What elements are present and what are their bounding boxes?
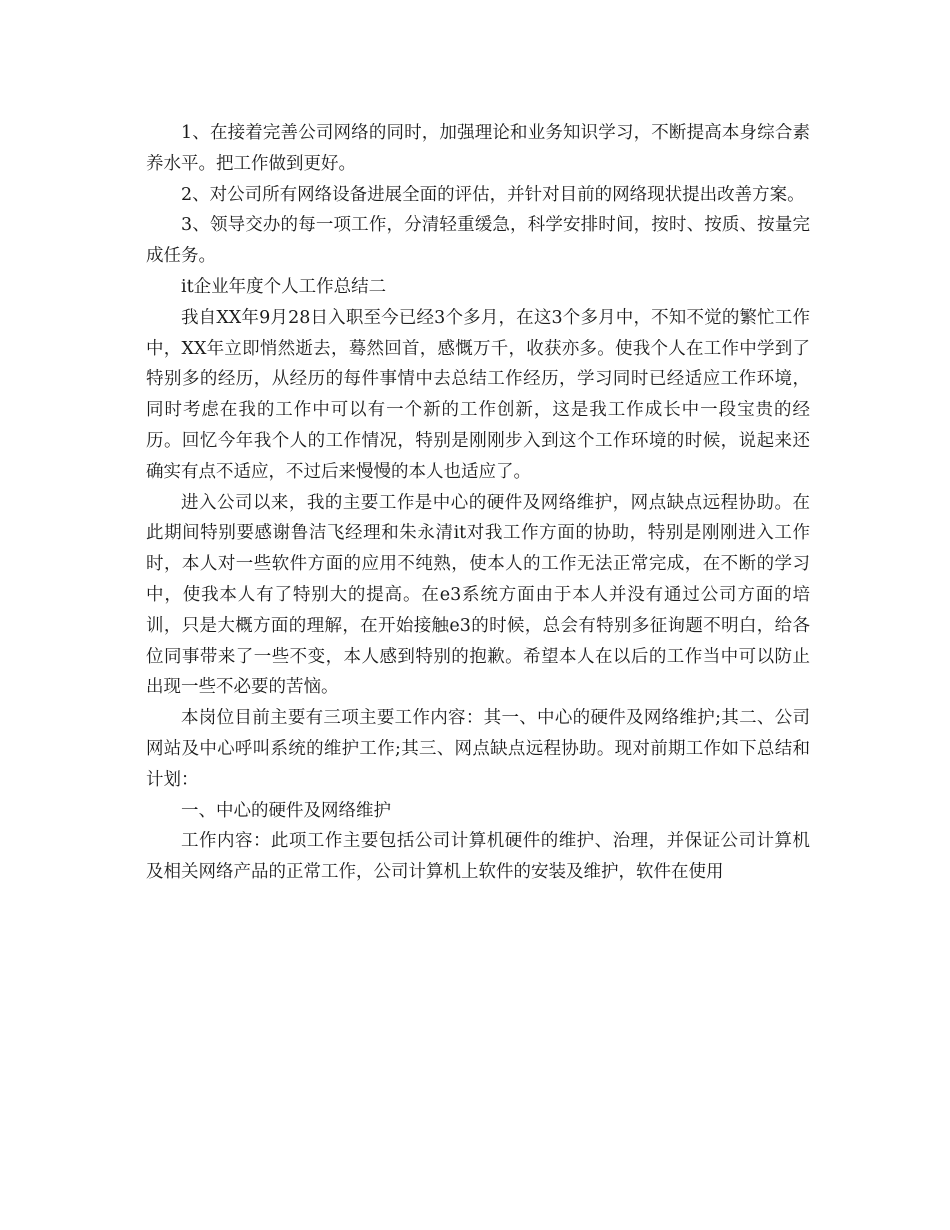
paragraph-work-content: 工作内容：此项工作主要包括公司计算机硬件的维护、治理，并保证公司计算机及相关网络产品的正常工作，公司计算机上软件的安装及维护，软件在使用 — [146, 831, 810, 883]
paragraph-plan-item-2: 2、对公司所有网络设备进展全面的评估，并针对目前的网络现状提出改善方案。 — [181, 184, 805, 205]
paragraph-intro: 我自XX年9月28日入职至今已经3个多月，在这3个多月中，不知不觉的繁忙工作中，XX年立即悄然逝去，蓦然回首，感慨万千，收获亦多。使我个人在工作中学到了特别多的经历，从经历的每件事情中去总结工作经历，学习同时已经适应工作环境，同时考虑在我的工作中可以有一个新的工作创新，这是我工作成长中一段宝贵的经历。回忆今年我个人的工作情况，特别是刚刚步入到这个工作环境的时候，说起来还确实有点不适应，不过后来慢慢的本人也适应了。 — [146, 307, 810, 482]
paragraph-plan-item-1: 1、在接着完善公司网络的同时，加强理论和业务知识学习，不断提高本身综合素养水平。把工作做到更好。 — [146, 123, 810, 174]
paragraph-main-work: 进入公司以来，我的主要工作是中心的硬件及网络维护，网点缺点远程协助。在此期间特别要感谢鲁洁飞经理和朱永清it对我工作方面的协助，特别是刚刚进入工作时，本人对一些软件方面的应用不纯熟，使本人的工作无法正常完成，在不断的学习中，使我本人有了特别大的提高。在e3系统方面由于本人并没有通过公司方面的培训，只是大概方面的理解，在开始接触e3的时候，总会有特别多征询题不明白，给各位同事带来了一些不变，本人感到特别的抱歉。希望本人在以后的工作当中可以防止出现一些不必要的苦恼。 — [146, 492, 810, 698]
section-heading-summary-two: it企业年度个人工作总结二 — [181, 276, 387, 297]
document-body — [146, 118, 810, 888]
section-heading-hardware-network: 一、中心的硬件及网络维护 — [181, 800, 391, 821]
paragraph-plan-item-3: 3、领导交办的每一项工作，分清轻重缓急，科学安排时间，按时、按质、按量完成任务。 — [146, 215, 810, 267]
paragraph-job-contents: 本岗位目前主要有三项主要工作内容：其一、中心的硬件及网络维护;其二、公司网站及中心呼叫系统的维护工作;其三、网点缺点远程协助。现对前期工作如下总结和计划： — [146, 708, 810, 790]
